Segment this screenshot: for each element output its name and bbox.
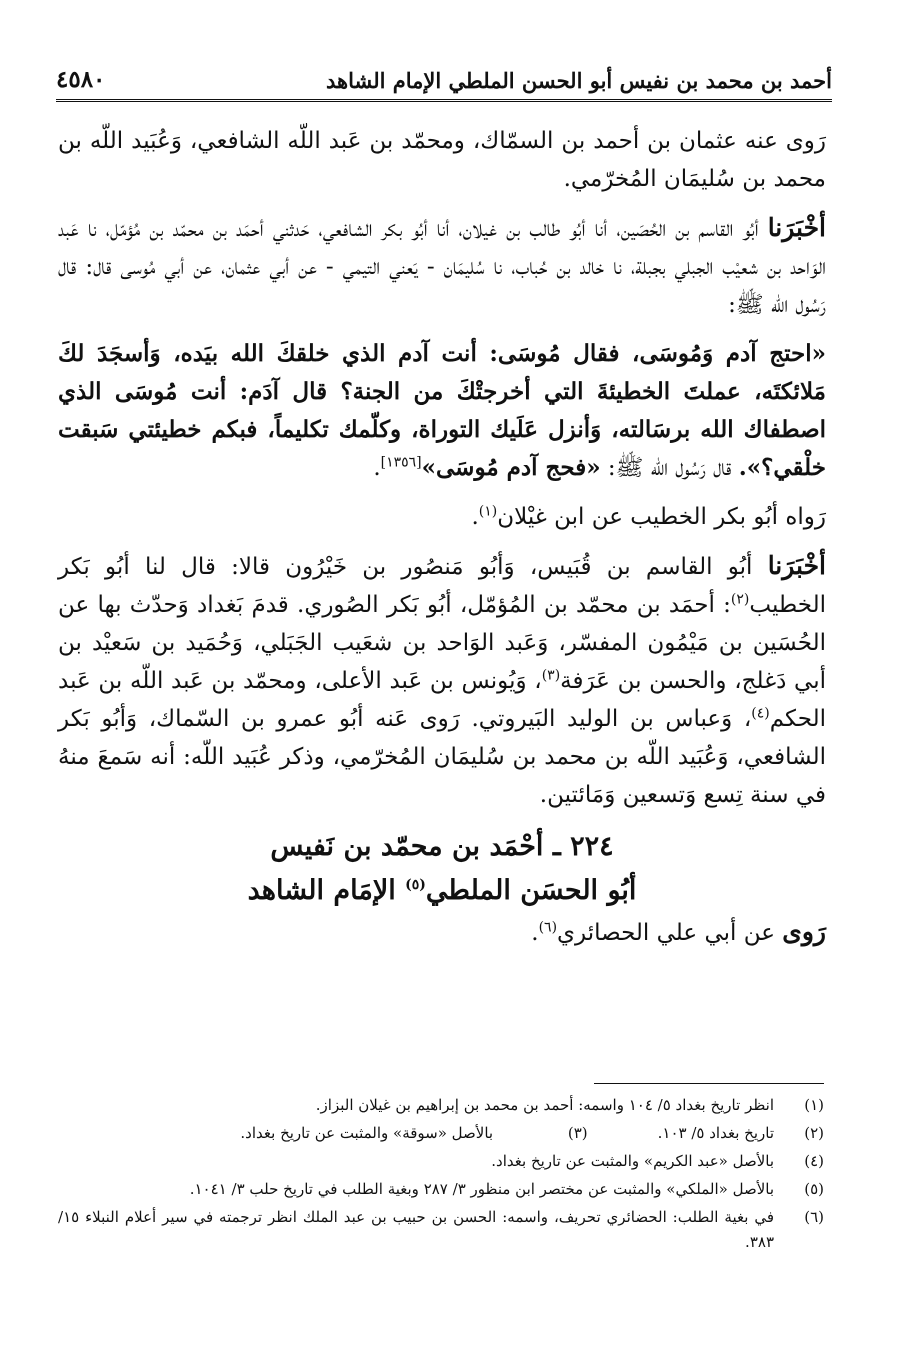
entry-line-text: عن أبي علي الحصائري (557, 920, 775, 946)
entry-heading (58, 825, 826, 913)
hadith-conclusion: «فحج آدم مُوسَى» (421, 454, 601, 481)
footnote-number: (٢) (804, 1124, 824, 1142)
footnote-item (58, 1093, 824, 1118)
khatib-text-c: ، وَيُونس بن عَبد الأعلى، ومحمّد بن عَبد اللّه بن عَبد الحكم (58, 668, 826, 732)
paragraph-hadith: «احتج آدم وَمُوسَى، فقال مُوسَى: أنت آدم الذي خلقكَ الله بيَده، وَأسجَدَ لكَ مَلائكتَه، عملتَ الخطيئةَ التي أخرجتْكَ من الجنة؟ قال آدَم: أنت مُوسَى الذي اصطفاك الله برسَالته، وَأنزل عَلَيك التوراة، وكلّمك تكليماً، فبكم خطيئتي سَبقت خلْقي؟». قال رَسُول الله ﷺ: «فحج آدم مُوسَى»[١٣٥٦]. (58, 340, 826, 481)
paragraph-narrators: رَوى عنه عثمان بن أحمد بن السمّاك، ومحمّد بن عَبد اللّه الشافعي، وَعُبَيد اللّه بن محمد بن سُليمَان المُخرّمي. (58, 128, 826, 192)
rawa-keyword: رَوى (782, 917, 826, 946)
footnote-number: (٥) (804, 1180, 824, 1198)
footnote-item (58, 1121, 824, 1146)
isnad-text: أبُو القاسم بن الحُصَين، أنا أبُو طالب بن غيلان، أنا أبُو بكر الشافعي، حَدثني أحمَد بن محمّد بن مُؤمّل، نا عَبد الوَاحد بن شعيْب الجبلي بجبلة، نا خالد بن حُباب، نا سُليمَان - يَعني التيمي - عن أبي عثمان، عن أبي مُوسى قال: قال رَسُول الله ﷺ: (58, 216, 826, 318)
footnote-item (58, 1149, 824, 1174)
entry-subtitle-a: أبُو الحسَن الملطي (425, 875, 637, 906)
khatib-text-a: أبُو القاسم بن قُبَيس، وَأبُو مَنصُور بن خَيْرُون قالا: قال لنا أبُو بَكر الخطيب (58, 554, 826, 618)
footnote-text-a: تاريخ بغداد ٥/ ١٠٣. (657, 1124, 774, 1142)
footnote-ref-1: (١) (478, 503, 498, 520)
footnote-divider (594, 1083, 824, 1084)
footnote-number-inline: (٣) (567, 1124, 588, 1142)
footnote-ref-3: (٣) (541, 667, 561, 684)
footnote-text: بالأصل «الملكي» والمثبت عن مختصر ابن منظور ٣/ ٢٨٧ وبغية الطلب في تاريخ حلب ٣/ ١٠٤١. (189, 1180, 774, 1198)
footnote-ref-5: (٥) (405, 877, 426, 893)
footnote-item (58, 1177, 824, 1202)
footnote-text (58, 1121, 774, 1146)
page-number: ٤٥٨٠ (56, 66, 106, 93)
paragraph-khatib (58, 547, 826, 814)
footnote-number: (١) (804, 1096, 824, 1114)
entry-riwaya-line: رَوى عن أبي علي الحصائري$^{(٦)}$. (531, 917, 826, 946)
hadith-number: [١٣٥٦] (380, 454, 422, 471)
footnote-ref-6: (٦) (538, 919, 558, 936)
hadith-continuation: قال رَسُول الله ﷺ: (607, 455, 732, 481)
page-header (56, 52, 832, 102)
footnote-ref-2: (٢) (730, 591, 750, 608)
entry-title: ٢٢٤ ـ أحْمَد بن محمّد بن نَفيس (270, 831, 614, 862)
main-text (58, 122, 826, 963)
akhbarana-keyword: أخْبَرَنا (767, 213, 827, 242)
footnote-item (58, 1205, 824, 1255)
paragraph-riwaya: رَواه أبُو بكر الخطيب عن ابن غيْلان$^{(١)}$. (471, 503, 826, 530)
footnote-text: في بغية الطلب: الحضائري تحريف، واسمه: الحسن بن حبيب بن عبد الملك انظر ترجمته في سير أعلام النبلاء ١٥/ ٣٨٣. (58, 1208, 774, 1251)
footnotes (58, 1093, 824, 1258)
footnote-text: بالأصل «عبد الكريم» والمثبت عن تاريخ بغداد. (491, 1152, 774, 1170)
riwaya-text: رَواه أبُو بكر الخطيب عن ابن غيْلان (497, 504, 826, 530)
running-title: أحمد بن محمد بن نفيس أبو الحسن الملطي الإمام الشاهد (326, 68, 832, 93)
footnote-text: انظر تاريخ بغداد ٥/ ١٠٤ واسمه: أحمد بن محمد بن إبراهيم بن غيلان البزاز. (315, 1096, 774, 1114)
entry-subtitle-b: الإمَام الشاهد (247, 875, 396, 906)
hadith-text: «احتج آدم وَمُوسَى، فقال مُوسَى: أنت آدم الذي خلقكَ الله بيَده، وَأسجَدَ لكَ مَلائكتَه، عملتَ الخطيئةَ التي أخرجتْكَ من الجنة؟ قال آدَم: أنت مُوسَى الذي اصطفاك الله برسَالته، وَأنزل عَلَيك التوراة، وكلّمك تكليماً، فبكم خطيئتي سَبقت خلْقي؟». (58, 340, 826, 481)
khatib-text-b: : أحمَد بن محمّد بن المُؤمّل، أبُو بَكر الصُوري. قدمَ بَغداد وَحدّث بها عن الحُسَين بن مَيْمُون المفسّر، وَعَبد الوَاحد بن شعَيب الجَبَلي، وَحُمَيد بن سَعيْد بن أبي دَغلج، والحسن بن عَرَفة (58, 592, 827, 694)
footnote-ref-4: (٤) (751, 705, 770, 722)
khatib-text-d: ، وَعباس بن الوليد البَيروتي. رَوى عَنه أبُو عمرو بن السّماك، وَأبُو بَكر الشافعي، وَعُبَيد اللّه بن محمد بن سُليمَان المُخرّمي، وذكر عُبَيد اللّه: أنه سَمعَ منهُ في سنة تِسع وَتسعين وَمَائتين. (58, 706, 826, 808)
paragraph-isnad (58, 209, 826, 324)
entry-subtitle (58, 869, 826, 913)
footnote-number: (٤) (804, 1152, 824, 1170)
akhbarana-keyword: أخْبَرَنا (767, 551, 827, 580)
footnote-number: (٦) (804, 1208, 824, 1226)
footnote-text-b: بالأصل «سوقة» والمثبت عن تاريخ بغداد. (240, 1124, 494, 1142)
